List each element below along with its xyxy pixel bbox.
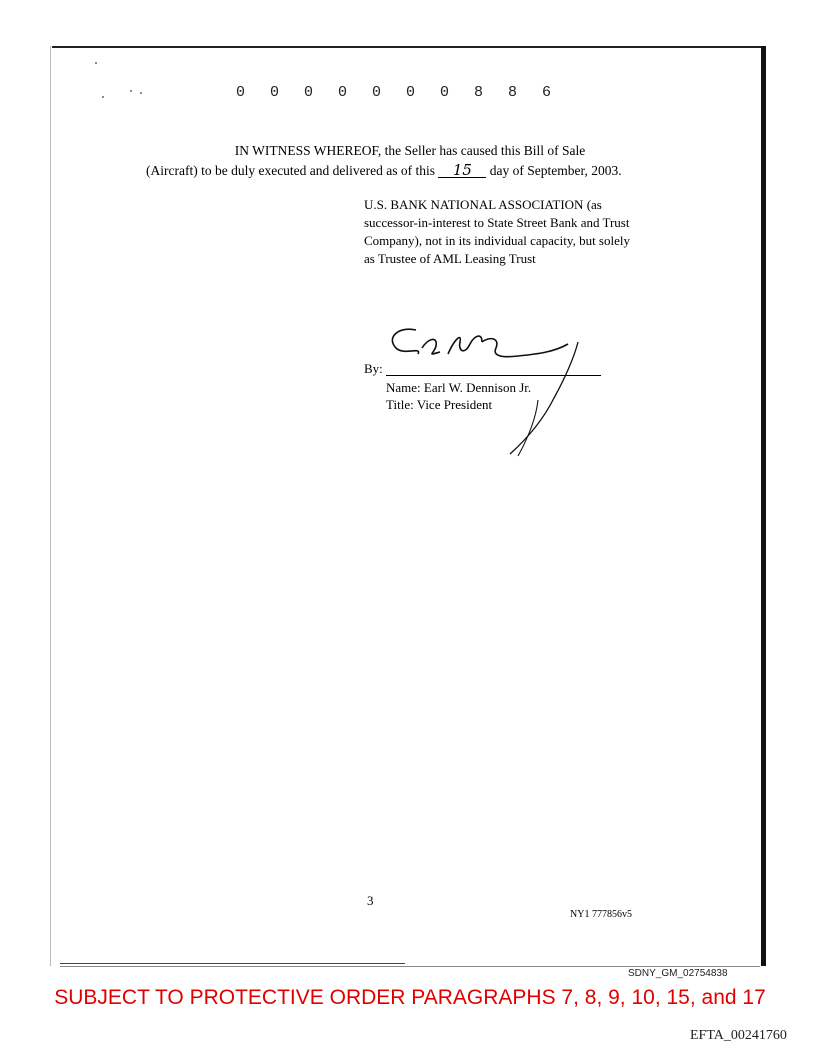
scan-border-right bbox=[761, 46, 766, 966]
witness-text-before: (Aircraft) to be duly executed and delivered as of this bbox=[146, 163, 439, 178]
scan-speck bbox=[95, 62, 97, 64]
signatory-title: Title: Vice President bbox=[386, 397, 493, 412]
witness-clause-line1: IN WITNESS WHEREOF, the Seller has caused this Bill of Sale bbox=[234, 143, 586, 158]
by-label: By: bbox=[364, 361, 383, 376]
signatory-name: Name: Earl W. Dennison Jr. bbox=[386, 380, 532, 395]
witness-text-after: day of September, 2003. bbox=[486, 163, 622, 178]
page-number: 3 bbox=[367, 893, 374, 908]
bank-line: successor-in-interest to State Street Bank and Trust bbox=[364, 215, 630, 230]
bates-number: SDNY_GM_02754838 bbox=[628, 968, 728, 979]
bank-line: as Trustee of AML Leasing Trust bbox=[364, 251, 536, 266]
document-control-number: 0 0 0 0 0 0 0 8 8 6 bbox=[236, 84, 560, 101]
scan-speck bbox=[102, 96, 104, 98]
scan-border-top bbox=[52, 46, 764, 48]
scan-border-left bbox=[50, 46, 51, 966]
signatory-entity-block bbox=[364, 196, 724, 268]
signature-line bbox=[386, 375, 601, 376]
scan-border-bottom bbox=[60, 966, 760, 967]
witness-clause-line2 bbox=[146, 163, 622, 179]
bank-line: Company), not in its individual capacity, but solely bbox=[364, 233, 630, 248]
scan-border-bottom-dark bbox=[60, 963, 405, 964]
scan-speck bbox=[130, 90, 132, 92]
protective-order-notice: SUBJECT TO PROTECTIVE ORDER PARAGRAPHS 7, 8, 9, 10, 15, and 17 bbox=[54, 986, 766, 1009]
document-reference: NY1 777856v5 bbox=[570, 909, 632, 920]
bank-line: U.S. BANK NATIONAL ASSOCIATION (as bbox=[364, 197, 602, 212]
efta-number: EFTA_00241760 bbox=[690, 1028, 787, 1043]
witness-day-handwritten: 15 bbox=[438, 163, 486, 178]
scan-speck bbox=[140, 92, 142, 94]
